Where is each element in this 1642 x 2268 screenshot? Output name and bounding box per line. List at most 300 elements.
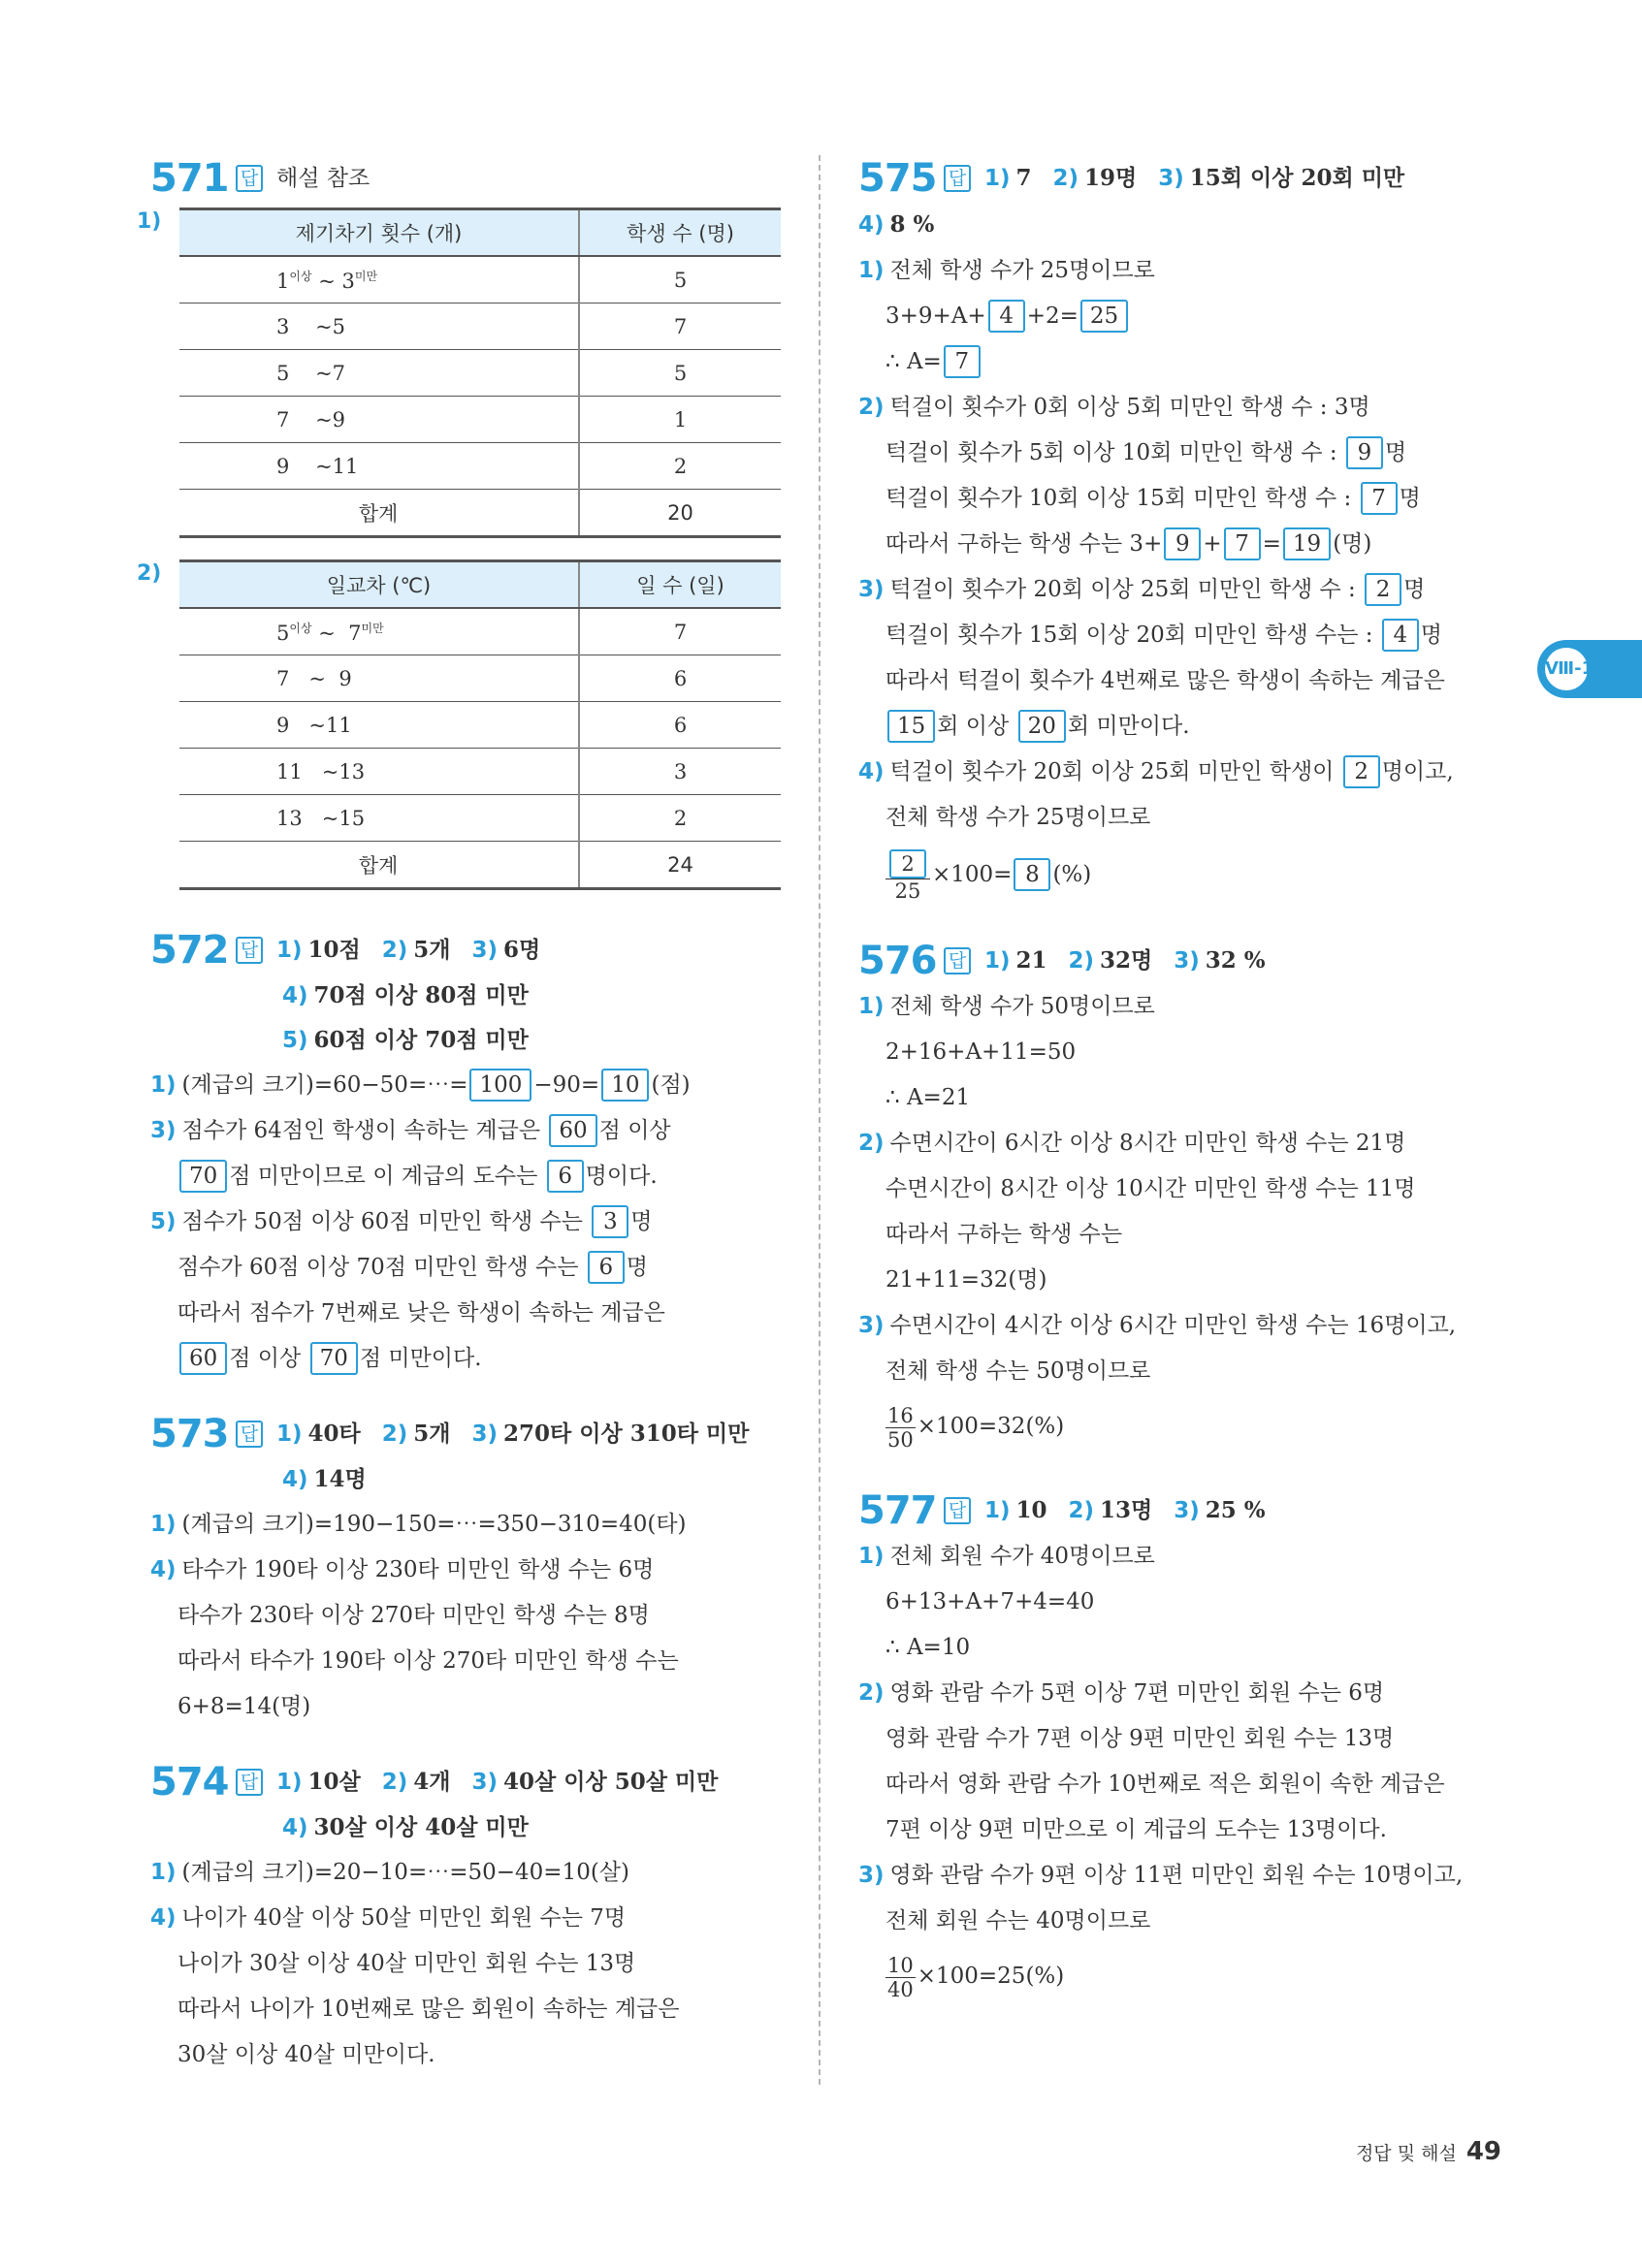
class-upper: ~ 7 xyxy=(311,621,362,645)
answer-value: 14명 xyxy=(313,1466,367,1492)
table-row xyxy=(179,256,781,303)
text: 명이고, xyxy=(1381,759,1454,784)
table-header: 일 수 (일) xyxy=(579,561,781,609)
solution-line xyxy=(858,567,1498,613)
solution-line xyxy=(858,339,1498,385)
answer-badge: 답 xyxy=(236,165,263,192)
blank-box: 10 xyxy=(601,1069,649,1102)
item-label: 3) xyxy=(150,1118,177,1143)
class-lower: 11 xyxy=(276,759,303,783)
blank-box: 2 xyxy=(889,849,926,878)
frequency-cell: 5 xyxy=(579,350,781,397)
answer-item xyxy=(1158,155,1404,202)
text: 점수가 64점인 학생이 속하는 계급은 xyxy=(181,1118,548,1143)
answer-item xyxy=(984,938,1047,984)
answer-continuation xyxy=(150,1457,781,1502)
answer-value: 25 % xyxy=(1205,1497,1266,1523)
text: (계급의 크기)=20−10=⋯=50−40=10(살) xyxy=(181,1860,629,1885)
solution-line: 수면시간이 8시간 이상 10시간 미만인 학생 수는 11명 xyxy=(885,1176,1416,1201)
text: + xyxy=(1203,531,1222,557)
solution-line: 30살 이상 40살 미만이다. xyxy=(177,2042,435,2067)
solution-line: 전체 학생 수는 50명이므로 xyxy=(885,1358,1151,1384)
blank-box: 7 xyxy=(944,345,981,378)
answer-value: 13명 xyxy=(1100,1497,1153,1523)
problem-575 xyxy=(858,155,1498,909)
blank-box: 9 xyxy=(1164,527,1201,560)
table-row xyxy=(179,350,781,397)
solution-line xyxy=(858,431,1498,476)
table-row xyxy=(179,655,781,702)
answer-item xyxy=(1053,155,1138,202)
problem-header xyxy=(150,1411,781,1457)
blank-box: 15 xyxy=(887,710,935,743)
text: −90= xyxy=(533,1072,600,1098)
problem-header xyxy=(858,155,1498,248)
blank-box: 7 xyxy=(1361,482,1398,515)
problem-573 xyxy=(150,1411,781,1730)
answer-badge: 답 xyxy=(236,937,263,964)
item-label: 1) xyxy=(276,938,303,963)
solution-line: 따라서 구하는 학생 수는 xyxy=(885,1222,1123,1247)
answer-continuation xyxy=(150,974,781,1063)
item-label: 5) xyxy=(282,1028,308,1053)
blank-box: 4 xyxy=(988,300,1025,333)
solution-line: 타수가 230타 이상 270타 미만인 학생 수는 8명 xyxy=(177,1603,650,1628)
answer-value: 19명 xyxy=(1084,165,1138,191)
answer-item xyxy=(282,974,759,1018)
item-label: 3) xyxy=(1174,948,1200,974)
item-label: 1) xyxy=(984,166,1011,191)
solution-line xyxy=(858,1534,1498,1580)
answer-value: 10살 xyxy=(307,1769,361,1795)
answer-badge: 답 xyxy=(944,165,971,192)
class-lower: 9 xyxy=(276,713,290,737)
problem-577 xyxy=(858,1487,1498,2008)
answer-value: 6명 xyxy=(503,937,541,963)
item-label: 4) xyxy=(150,1905,177,1931)
table-total-row xyxy=(179,490,781,537)
superscript: 이상 xyxy=(289,269,312,283)
solution-line: 따라서 나이가 10번째로 많은 회원이 속하는 계급은 xyxy=(177,1996,680,2022)
item-label: 1) xyxy=(276,1770,303,1795)
item-label: 1) xyxy=(150,1860,177,1885)
total-value: 20 xyxy=(579,490,781,537)
answer-item xyxy=(382,1411,451,1457)
text: 명 xyxy=(1420,623,1443,648)
table-row xyxy=(179,749,781,795)
text: 전체 회원 수가 40명이므로 xyxy=(889,1544,1155,1569)
solution-line: 따라서 영화 관람 수가 10번째로 적은 회원이 속한 계급은 xyxy=(885,1772,1445,1797)
item-label: 2) xyxy=(858,1680,885,1706)
class-lower: 3 xyxy=(276,314,290,338)
answer-item xyxy=(282,1018,759,1063)
solution-line: 따라서 턱걸이 횟수가 4번째로 많은 학생이 속하는 계급은 xyxy=(885,668,1445,693)
text: 수면시간이 4시간 이상 6시간 미만인 학생 수는 16명이고, xyxy=(889,1313,1457,1338)
table-row xyxy=(179,795,781,842)
item-label: 1) xyxy=(984,948,1011,974)
solution-line: ∴ A=21 xyxy=(885,1085,971,1110)
solution-line xyxy=(858,1121,1498,1166)
blank-box: 7 xyxy=(1224,527,1261,560)
solution-line xyxy=(150,1502,781,1548)
text: 영화 관람 수가 5편 이상 7편 미만인 회원 수는 6명 xyxy=(889,1680,1385,1706)
blank-box: 8 xyxy=(1014,858,1050,891)
answer-item xyxy=(1069,938,1153,984)
table-header: 일교차 (℃) xyxy=(179,561,579,609)
blank-box: 70 xyxy=(310,1342,358,1375)
answer-item xyxy=(984,155,1032,202)
chapter-tab[interactable] xyxy=(1537,640,1642,698)
blank-box: 2 xyxy=(1365,573,1401,606)
problem-571 xyxy=(137,155,781,890)
solution-line: 21+11=32(명) xyxy=(885,1267,1047,1293)
answer-value: 15회 이상 20회 미만 xyxy=(1189,165,1405,191)
text: = xyxy=(1262,531,1281,557)
class-upper: ~9 xyxy=(289,407,346,431)
blank-box: 70 xyxy=(179,1160,227,1193)
class-lower: 13 xyxy=(276,806,303,830)
text: ∴ A= xyxy=(885,349,942,374)
class-upper: ~7 xyxy=(289,361,346,385)
problem-header xyxy=(150,1759,781,1805)
text: 점 미만이다. xyxy=(359,1346,482,1371)
solution-line xyxy=(858,248,1498,294)
text: 타수가 190타 이상 230타 미만인 학생 수는 6명 xyxy=(181,1557,655,1582)
answer-text: 해설 참조 xyxy=(276,166,370,191)
fraction: $\frac{10}{40}$ xyxy=(887,1953,914,2001)
item-label: 1) xyxy=(858,258,885,283)
blank-box: 60 xyxy=(549,1114,596,1147)
text: 턱걸이 횟수가 5회 이상 10회 미만인 학생 수 : xyxy=(885,440,1344,465)
superscript: 미만 xyxy=(361,621,384,635)
answer-item xyxy=(472,1411,750,1457)
blank-box: 25 xyxy=(1080,300,1128,333)
answer-continuation xyxy=(150,1805,781,1850)
text: ×100=32(%) xyxy=(917,1414,1065,1439)
total-label: 합계 xyxy=(179,842,579,889)
solution-line xyxy=(150,1850,781,1896)
blank-box: 6 xyxy=(588,1251,625,1284)
class-upper: ~11 xyxy=(289,454,359,478)
answer-value: 4개 xyxy=(413,1769,451,1795)
class-lower: 1 xyxy=(276,269,290,293)
solution-line xyxy=(150,1063,781,1108)
total-label: 합계 xyxy=(179,490,579,537)
superscript: 이상 xyxy=(289,621,312,635)
text: 전체 학생 수가 25명이므로 xyxy=(889,258,1155,283)
text: 명 xyxy=(1399,486,1421,511)
answer-badge: 답 xyxy=(236,1769,263,1796)
item-label: 3) xyxy=(1158,166,1184,191)
problem-number: 574 xyxy=(150,1760,229,1805)
class-lower: 9 xyxy=(276,454,290,478)
answer-value: 10 xyxy=(1015,1497,1047,1523)
blank-box: 100 xyxy=(469,1069,531,1102)
solution-line xyxy=(858,476,1498,522)
answer-item xyxy=(382,1759,451,1805)
total-value: 24 xyxy=(579,842,781,889)
text: (계급의 크기)=60−50=⋯= xyxy=(181,1072,468,1098)
item-label: 3) xyxy=(471,1770,499,1795)
text: 점 이상 xyxy=(598,1118,671,1143)
solution-line xyxy=(858,1671,1498,1716)
answer-item xyxy=(472,1759,719,1805)
superscript: 미만 xyxy=(354,269,378,283)
answer-value: 7 xyxy=(1015,165,1032,191)
item-label: 4) xyxy=(150,1557,177,1582)
answer-value: 40타 xyxy=(307,1421,361,1447)
answer-value: 30살 이상 40살 미만 xyxy=(313,1814,529,1840)
problem-header xyxy=(858,1487,1498,1534)
solution-line xyxy=(858,613,1498,658)
frequency-cell: 5 xyxy=(579,256,781,303)
class-upper: ~15 xyxy=(302,806,366,830)
text: 턱걸이 횟수가 20회 이상 25회 미만인 학생 수 : xyxy=(889,577,1364,602)
answer-item xyxy=(276,927,361,974)
answer-value: 21 xyxy=(1015,947,1047,974)
text: 명이다. xyxy=(585,1164,658,1189)
text: 점 이상 xyxy=(229,1346,308,1371)
text: 턱걸이 횟수가 20회 이상 25회 미만인 학생이 xyxy=(889,759,1341,784)
text: 턱걸이 횟수가 10회 이상 15회 미만인 학생 수 : xyxy=(885,486,1359,511)
text: 명 xyxy=(630,1209,653,1234)
problem-header xyxy=(858,938,1498,984)
class-lower: 7 xyxy=(276,407,290,431)
column-divider xyxy=(819,155,821,2085)
right-column xyxy=(858,155,1498,2037)
problem-number: 572 xyxy=(150,928,229,973)
solution-line xyxy=(858,841,1498,909)
problem-576 xyxy=(858,938,1498,1458)
answer-badge: 답 xyxy=(944,947,971,974)
solution-line xyxy=(150,1108,781,1154)
solution-line: 전체 학생 수가 25명이므로 xyxy=(885,805,1151,830)
item-label: 4) xyxy=(858,212,885,238)
item-label: 2) xyxy=(1052,166,1079,191)
solution-line xyxy=(858,984,1498,1030)
answer-value: 70점 이상 80점 미만 xyxy=(313,982,529,1008)
problem-header xyxy=(150,155,781,202)
answer-item xyxy=(282,1805,759,1850)
table-header: 제기차기 횟수 (개) xyxy=(179,209,579,257)
solution-line xyxy=(858,1853,1498,1899)
answer-badge: 답 xyxy=(236,1421,263,1448)
item-label: 1) xyxy=(150,1512,177,1537)
problem-number: 571 xyxy=(150,156,229,201)
frequency-cell: 3 xyxy=(579,749,781,795)
problem-number: 577 xyxy=(858,1488,937,1533)
answer-item xyxy=(858,202,934,248)
answer-item xyxy=(1069,1487,1153,1534)
item-label: 4) xyxy=(282,983,308,1008)
text: 명 xyxy=(1384,440,1407,465)
text: (%) xyxy=(1052,862,1092,887)
text: ×100=25(%) xyxy=(917,1964,1065,1989)
text: (계급의 크기)=190−150=⋯=350−310=40(타) xyxy=(181,1512,687,1537)
text: 점 미만이므로 이 계급의 도수는 xyxy=(229,1164,545,1189)
solution-line xyxy=(858,522,1498,567)
blank-box: 19 xyxy=(1283,527,1331,560)
problem-572 xyxy=(150,927,781,1382)
text: 회 미만이다. xyxy=(1067,714,1190,739)
class-upper: ~ 9 xyxy=(289,666,352,690)
table-total-row xyxy=(179,842,781,889)
item-label: 2) xyxy=(381,1770,408,1795)
solution-line xyxy=(858,750,1498,795)
text: 명 xyxy=(1403,577,1426,602)
item-label: 2) xyxy=(858,395,885,420)
frequency-table-1 xyxy=(137,208,781,538)
text: 점수가 50점 이상 60점 미만인 학생 수는 xyxy=(181,1209,591,1234)
answer-item xyxy=(472,927,541,974)
class-upper: ~13 xyxy=(302,759,366,783)
class-upper: ~11 xyxy=(289,713,352,737)
solution-line xyxy=(150,1199,781,1245)
left-column xyxy=(137,155,781,2107)
answer-item xyxy=(1174,1487,1265,1534)
item-label: 1) xyxy=(984,1498,1011,1523)
item-label: 2) xyxy=(381,1421,408,1447)
answer-item xyxy=(984,1487,1047,1534)
denominator: 25 xyxy=(894,878,921,903)
text: 명 xyxy=(626,1255,648,1280)
item-label: 1) xyxy=(276,1421,303,1447)
text: 나이가 40살 이상 50살 미만인 회원 수는 7명 xyxy=(181,1905,627,1931)
item-label: 1) xyxy=(858,1544,885,1569)
frequency-cell: 2 xyxy=(579,795,781,842)
table-row xyxy=(179,608,781,655)
frequency-table-2 xyxy=(137,559,781,890)
table-row xyxy=(179,397,781,443)
table-row xyxy=(179,443,781,490)
blank-box: 2 xyxy=(1343,755,1380,788)
item-label: 4) xyxy=(282,1467,308,1492)
solution-line xyxy=(150,1245,781,1291)
table-row xyxy=(179,702,781,749)
text: 전체 학생 수가 50명이므로 xyxy=(889,994,1155,1019)
class-lower: 5 xyxy=(276,621,290,645)
answer-value: 40살 이상 50살 미만 xyxy=(503,1769,719,1795)
blank-box: 20 xyxy=(1018,710,1066,743)
answer-item xyxy=(276,1759,361,1805)
item-label: 1) xyxy=(858,994,885,1019)
item-label: 2) xyxy=(1068,1498,1095,1523)
table-label: 2) xyxy=(137,561,162,586)
solution-line: 따라서 타수가 190타 이상 270타 미만인 학생 수는 xyxy=(177,1648,679,1674)
blank-box: 3 xyxy=(592,1205,628,1238)
item-label: 3) xyxy=(858,577,885,602)
text: 영화 관람 수가 9편 이상 11편 미만인 회원 수는 10명이고, xyxy=(889,1863,1464,1888)
solution-line: 나이가 30살 이상 40살 미만인 회원 수는 13명 xyxy=(177,1951,636,1976)
answer-value: 5개 xyxy=(413,937,451,963)
fraction xyxy=(885,849,930,903)
solution-line xyxy=(858,704,1498,750)
answer-value: 10점 xyxy=(307,937,361,963)
solution-line xyxy=(150,1896,781,1941)
frequency-cell: 7 xyxy=(579,608,781,655)
item-label: 4) xyxy=(282,1815,308,1840)
frequency-cell: 1 xyxy=(579,397,781,443)
text: 점수가 60점 이상 70점 미만인 학생 수는 xyxy=(177,1255,586,1280)
text: (명) xyxy=(1333,531,1372,557)
answer-value: 60점 이상 70점 미만 xyxy=(313,1027,529,1053)
solution-line: 7편 이상 9편 미만으로 이 계급의 도수는 13명이다. xyxy=(885,1817,1387,1842)
item-label: 2) xyxy=(1068,948,1095,974)
answer-value: 32 % xyxy=(1205,947,1266,974)
solution-line xyxy=(150,1154,781,1199)
problem-574 xyxy=(150,1759,781,2078)
solution-line: ∴ A=10 xyxy=(885,1635,971,1660)
answer-item xyxy=(382,927,451,974)
text: 회 이상 xyxy=(937,714,1016,739)
solution-line: 영화 관람 수가 7편 이상 9편 미만인 회원 수는 13명 xyxy=(885,1726,1395,1751)
text: ×100= xyxy=(932,862,1013,887)
page-number: 49 xyxy=(1465,2137,1501,2166)
answer-value: 5개 xyxy=(413,1421,451,1447)
blank-box: 6 xyxy=(547,1160,584,1193)
blank-box: 4 xyxy=(1382,619,1419,652)
solution-line xyxy=(858,294,1498,339)
solution-line: 전체 회원 수는 40명이므로 xyxy=(885,1908,1151,1933)
solution-line xyxy=(150,1336,781,1382)
item-label: 1) xyxy=(150,1072,177,1098)
item-label: 3) xyxy=(858,1313,885,1338)
problem-header xyxy=(150,927,781,974)
answer-item xyxy=(282,1457,759,1502)
table-row xyxy=(179,303,781,350)
frequency-cell: 2 xyxy=(579,443,781,490)
answer-item xyxy=(1174,938,1265,984)
answer-item xyxy=(276,1411,361,1457)
answer-badge: 답 xyxy=(944,1497,971,1524)
item-label: 3) xyxy=(471,1421,499,1447)
class-upper: ~5 xyxy=(289,314,346,338)
solution-line: 따라서 점수가 7번째로 낮은 학생이 속하는 계급은 xyxy=(177,1300,665,1326)
class-lower: 5 xyxy=(276,361,290,385)
chapter-tab-label: Ⅷ-1 xyxy=(1545,648,1588,690)
fraction: $\frac{16}{50}$ xyxy=(887,1403,914,1452)
item-label: 4) xyxy=(858,759,885,784)
solution-line: 2+16+A+11=50 xyxy=(885,1039,1077,1065)
problem-number: 576 xyxy=(858,939,937,983)
item-label: 5) xyxy=(150,1209,177,1234)
class-upper: ~ 3 xyxy=(311,269,355,293)
page-footer xyxy=(1356,2137,1501,2166)
solution-line xyxy=(150,1548,781,1593)
text: 3+9+A+ xyxy=(885,303,986,329)
table-label: 1) xyxy=(137,209,162,234)
table-header: 학생 수 (명) xyxy=(579,209,781,257)
text: 턱걸이 횟수가 15회 이상 20회 미만인 학생 수는 : xyxy=(885,623,1380,648)
solution-line xyxy=(858,1394,1498,1458)
problem-number: 573 xyxy=(150,1412,229,1456)
text: (점) xyxy=(651,1072,691,1098)
item-label: 3) xyxy=(471,938,499,963)
answer-value: 270타 이상 310타 미만 xyxy=(503,1421,750,1447)
solution-line xyxy=(858,1944,1498,2008)
frequency-cell: 7 xyxy=(579,303,781,350)
solution-line: 6+8=14(명) xyxy=(177,1694,311,1719)
text: +2= xyxy=(1026,303,1079,329)
item-label: 2) xyxy=(381,938,408,963)
solution-line: 6+13+A+7+4=40 xyxy=(885,1589,1095,1614)
solution-line xyxy=(858,385,1498,431)
solution-line xyxy=(858,1303,1498,1349)
frequency-cell: 6 xyxy=(579,655,781,702)
item-label: 3) xyxy=(858,1863,885,1888)
text: 턱걸이 횟수가 0회 이상 5회 미만인 학생 수 : 3명 xyxy=(889,395,1370,420)
blank-box: 60 xyxy=(179,1342,227,1375)
